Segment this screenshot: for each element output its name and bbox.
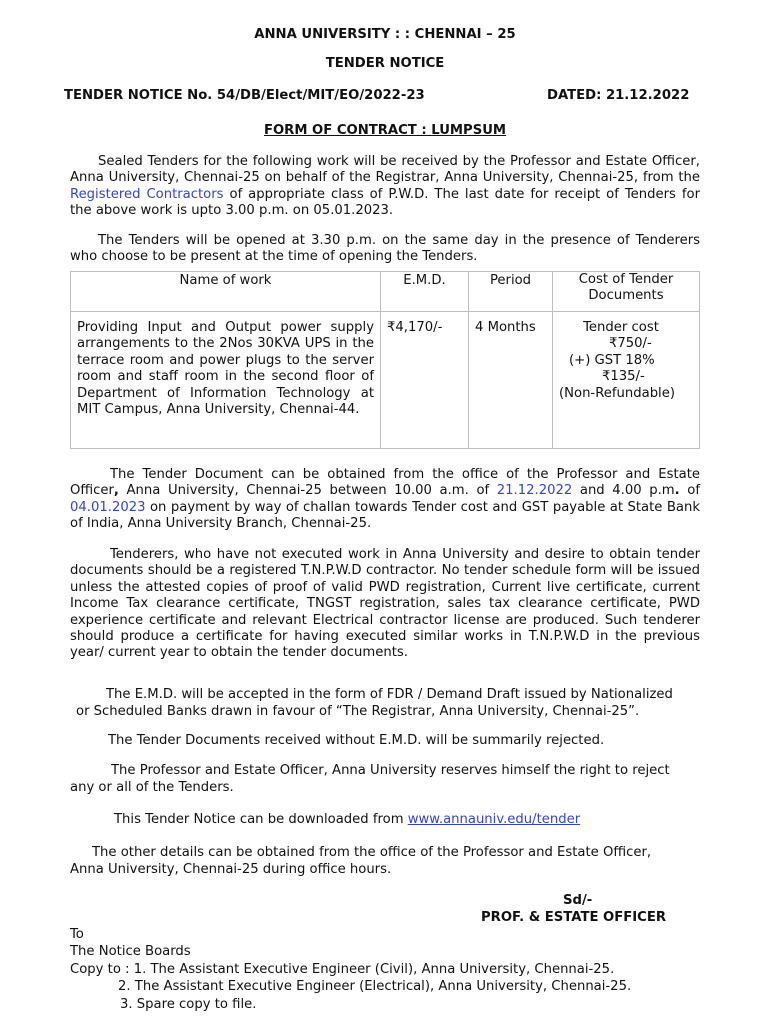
para3-d: and 4.00 p.m xyxy=(572,483,675,499)
header-period: Period xyxy=(469,272,553,312)
table-header-row xyxy=(71,272,700,312)
paragraph-emd-line1: The E.M.D. will be accepted in the form of FDR / Demand Draft issued by Nationalized xyxy=(106,687,673,702)
cell-cost xyxy=(553,312,700,449)
notice-title: TENDER NOTICE xyxy=(325,56,445,71)
form-of-contract: FORM OF CONTRACT : LUMPSUM xyxy=(263,123,507,138)
paragraph-other-line2: Anna University, Chennai-25 during office hours. xyxy=(70,862,392,877)
para3-g: on payment by way of challan towards Tender cost and GST payable at State Bank of India, Anna University Branch, Chennai-25. xyxy=(70,499,700,532)
cost-line-amount: ₹750/- xyxy=(609,336,652,352)
footer-notice-boards: The Notice Boards xyxy=(70,944,191,959)
para1-text-b: of appropriate class of P.W.D. The last date for receipt of Tenders for the above work is upto 3.00 p.m. on 05.01.2023. xyxy=(70,186,700,219)
header-name-of-work: Name of work xyxy=(71,272,381,312)
date-end-link[interactable]: 04.01.2023 xyxy=(70,499,146,515)
footer-copy-3: 3. Spare copy to file. xyxy=(120,997,257,1012)
para1-text-a: Sealed Tenders for the following work will be received by the Professor and Estate Officer, Anna University, Chennai-25 on behalf of the Registrar, Anna University, Chennai-25, from the xyxy=(70,154,700,186)
para3-e: . xyxy=(674,483,680,499)
footer-to: To xyxy=(70,927,84,942)
para3-b: , xyxy=(113,483,119,499)
download-url-link[interactable]: www.annauniv.edu/tender xyxy=(407,812,581,827)
cell-period: 4 Months xyxy=(469,312,553,449)
para3-f: of xyxy=(679,483,700,499)
paragraph-reserve-line2: any or all of the Tenders. xyxy=(70,780,234,795)
paragraph-emd-line2: or Scheduled Banks drawn in favour of “The Registrar, Anna University, Chennai-25”. xyxy=(76,704,640,719)
cost-line-tender: Tender cost xyxy=(583,320,659,335)
registered-contractors-link[interactable]: Registered Contractors xyxy=(70,186,224,202)
paragraph-rejected: The Tender Documents received without E.M.D. will be summarily rejected. xyxy=(108,733,605,748)
paragraph-download xyxy=(114,812,580,828)
notice-number: TENDER NOTICE No. 54/DB/Elect/MIT/EO/2022-23 xyxy=(64,88,425,103)
tender-table xyxy=(70,271,700,449)
signature-sd: Sd/- xyxy=(563,893,593,908)
header-cost: Cost of Tender Documents xyxy=(553,272,700,312)
date-start-link[interactable]: 21.12.2022 xyxy=(496,483,573,499)
university-heading: ANNA UNIVERSITY : : CHENNAI – 25 xyxy=(254,27,516,42)
paragraph-tenderers: Tenderers, who have not executed work in Anna University and desire to obtain tender documents should be a registered T.N.P.W.D contractor. No tender schedule form will be issued unless the attested copies of proof of valid PWD registration, Current live certificate, current Income Tax clearance certificate, TNGST registration, sales tax clearance certificate, PWD experience certificate and relevant Electrical contractor license are produced. Such tenderer should produce a certificate for having executed similar works in T.N.P.W.D in the previous year/ current year to obtain the tender documents. xyxy=(70,547,700,661)
notice-date: DATED: 21.12.2022 xyxy=(547,88,690,103)
cost-line-gst-amount: ₹135/- xyxy=(602,369,645,385)
footer-copy-1: Copy to : 1. The Assistant Executive Engineer (Civil), Anna University, Chennai-25. xyxy=(70,962,615,977)
para3-a: The Tender Document can be obtained from the office of the Professor and Estate Officer xyxy=(70,467,700,499)
download-text: This Tender Notice can be downloaded from xyxy=(114,812,408,827)
paragraph-reserve-line1: The Professor and Estate Officer, Anna University reserves himself the right to reject xyxy=(111,763,670,778)
cell-emd: ₹4,170/- xyxy=(381,312,469,449)
cell-work: Providing Input and Output power supply arrangements to the 2Nos 30KVA UPS in the terrace room and power plugs to the server room and staff room in the second floor of Department of Information Technology at MIT Campus, Anna University, Chennai-44. xyxy=(71,312,381,449)
signature-designation: PROF. & ESTATE OFFICER xyxy=(481,910,667,925)
paragraph-sealed-tenders xyxy=(70,154,700,220)
paragraph-opening: The Tenders will be opened at 3.30 p.m. on the same day in the presence of Tenderers who choose to be present at the time of opening the Tenders. xyxy=(70,233,700,265)
paragraph-other-line1: The other details can be obtained from the office of the Professor and Estate Officer, xyxy=(92,845,652,860)
table-row xyxy=(71,312,700,449)
cost-line-nonrefundable: (Non-Refundable) xyxy=(559,385,675,401)
paragraph-document-obtain xyxy=(70,467,700,533)
header-emd: E.M.D. xyxy=(381,272,469,312)
footer-copy-2: 2. The Assistant Executive Engineer (Electrical), Anna University, Chennai-25. xyxy=(118,979,632,994)
para3-c: Anna University, Chennai-25 between 10.00 a.m. of xyxy=(118,483,497,499)
cost-line-gst: (+) GST 18% xyxy=(569,352,655,368)
